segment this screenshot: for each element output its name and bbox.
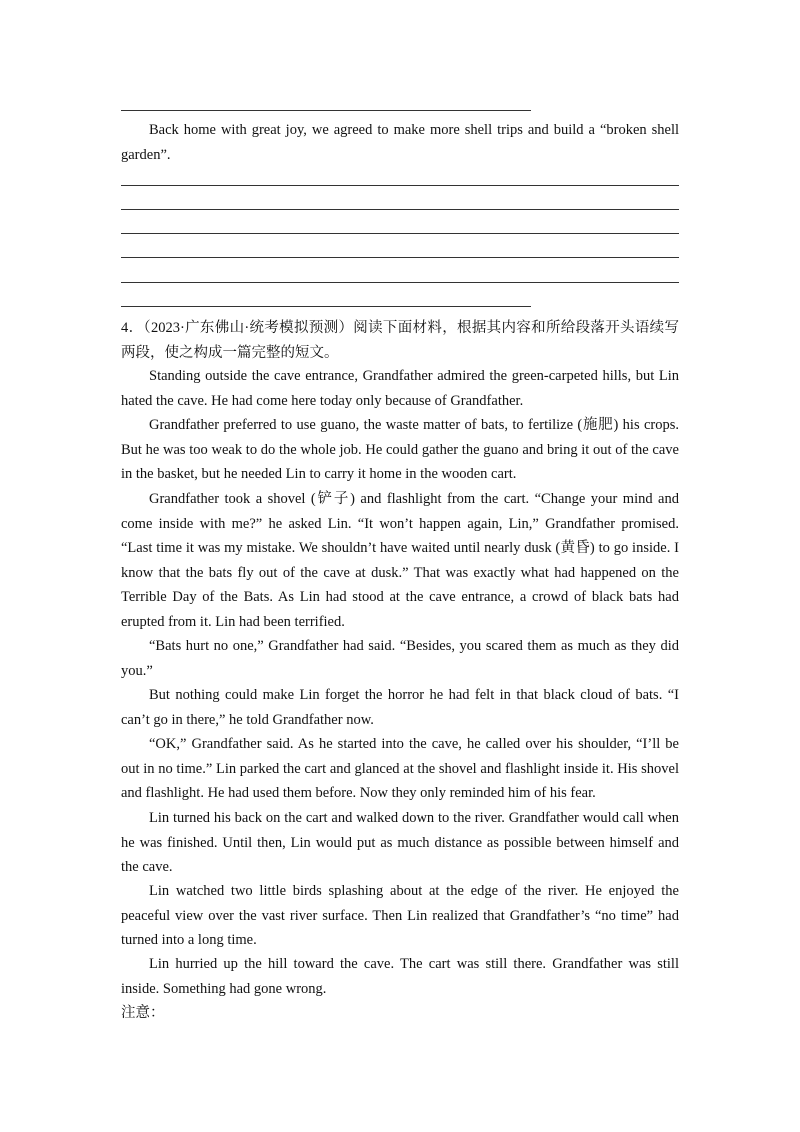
answer-line [121,233,679,234]
answer-line [121,209,679,210]
story-paragraph: Standing outside the cave entrance, Grandfather admired the green-carpeted hills, but Lin hated the cave. He had come here today only because of Grandfather. [121,368,679,409]
answer-line [121,185,679,186]
story-paragraph: Grandfather took a shovel (铲子) and flashlight from the cart. “Change your mind and come inside with me?” he asked Lin. “It won’t happen again, Lin,” Grandfather promised. “Last time it was my mistake. We shouldn’t have waited until nearly dusk (黄昏) to go inside. I know that the bats fly out of the cave at dusk.” That was exactly what had happened on the Terrible Day of the Bats. As Lin had stood at the cave entrance, a crowd of black bats had erupted from it. Lin had been terrified. [121,491,679,630]
story-paragraph: “Bats hurt no one,” Grandfather had said. “Besides, you scared them as much as they did you.” [121,638,679,679]
intro-paragraph: Back home with great joy, we agreed to make more shell trips and build a “broken shell garden”. [121,122,679,163]
answer-line [121,257,679,258]
answer-line [121,282,679,283]
note-label: 注意： [121,1005,165,1021]
question-instruction: 阅读下面材料，根据其内容和所给段落开头语续写两段，使之构成一篇完整的短文。 [121,320,680,361]
question-source: （2023·广东佛山·统考模拟预测） [143,320,354,336]
answer-line [121,110,531,111]
story-paragraph: Grandfather preferred to use guano, the waste matter of bats, to fertilize (施肥) his crops. But he was too weak to do the whole job. He could gather the guano and bring it out of the cave in the basket, but he needed Lin to carry it home in the wooden cart. [121,417,679,482]
story-paragraph: But nothing could make Lin forget the horror he had felt in that black cloud of bats. “I can’t go in there,” he told Grandfather now. [121,687,679,728]
story-paragraph: Lin watched two little birds splashing about at the edge of the river. He enjoyed the peaceful view over the vast river surface. Then Lin realized that Grandfather’s “no time” had turned into a long time. [121,883,679,948]
story-paragraph: “OK,” Grandfather said. As he started into the cave, he called over his shoulder, “I’ll be out in no time.” Lin parked the cart and glanced at the shovel and flashlight inside it. His shovel and flashlight. He had used them before. Now they only reminded him of his fear. [121,736,679,801]
story-paragraph: Lin turned his back on the cart and walked down to the river. Grandfather would call when he was finished. Until then, Lin would put as much distance as possible between himself and the cave. [121,810,679,875]
story-paragraph: Lin hurried up the hill toward the cave. The cart was still there. Grandfather was still inside. Something had gone wrong. [121,956,679,997]
question-heading [121,316,679,365]
question-number: 4． [121,320,144,336]
answer-line [121,306,531,307]
